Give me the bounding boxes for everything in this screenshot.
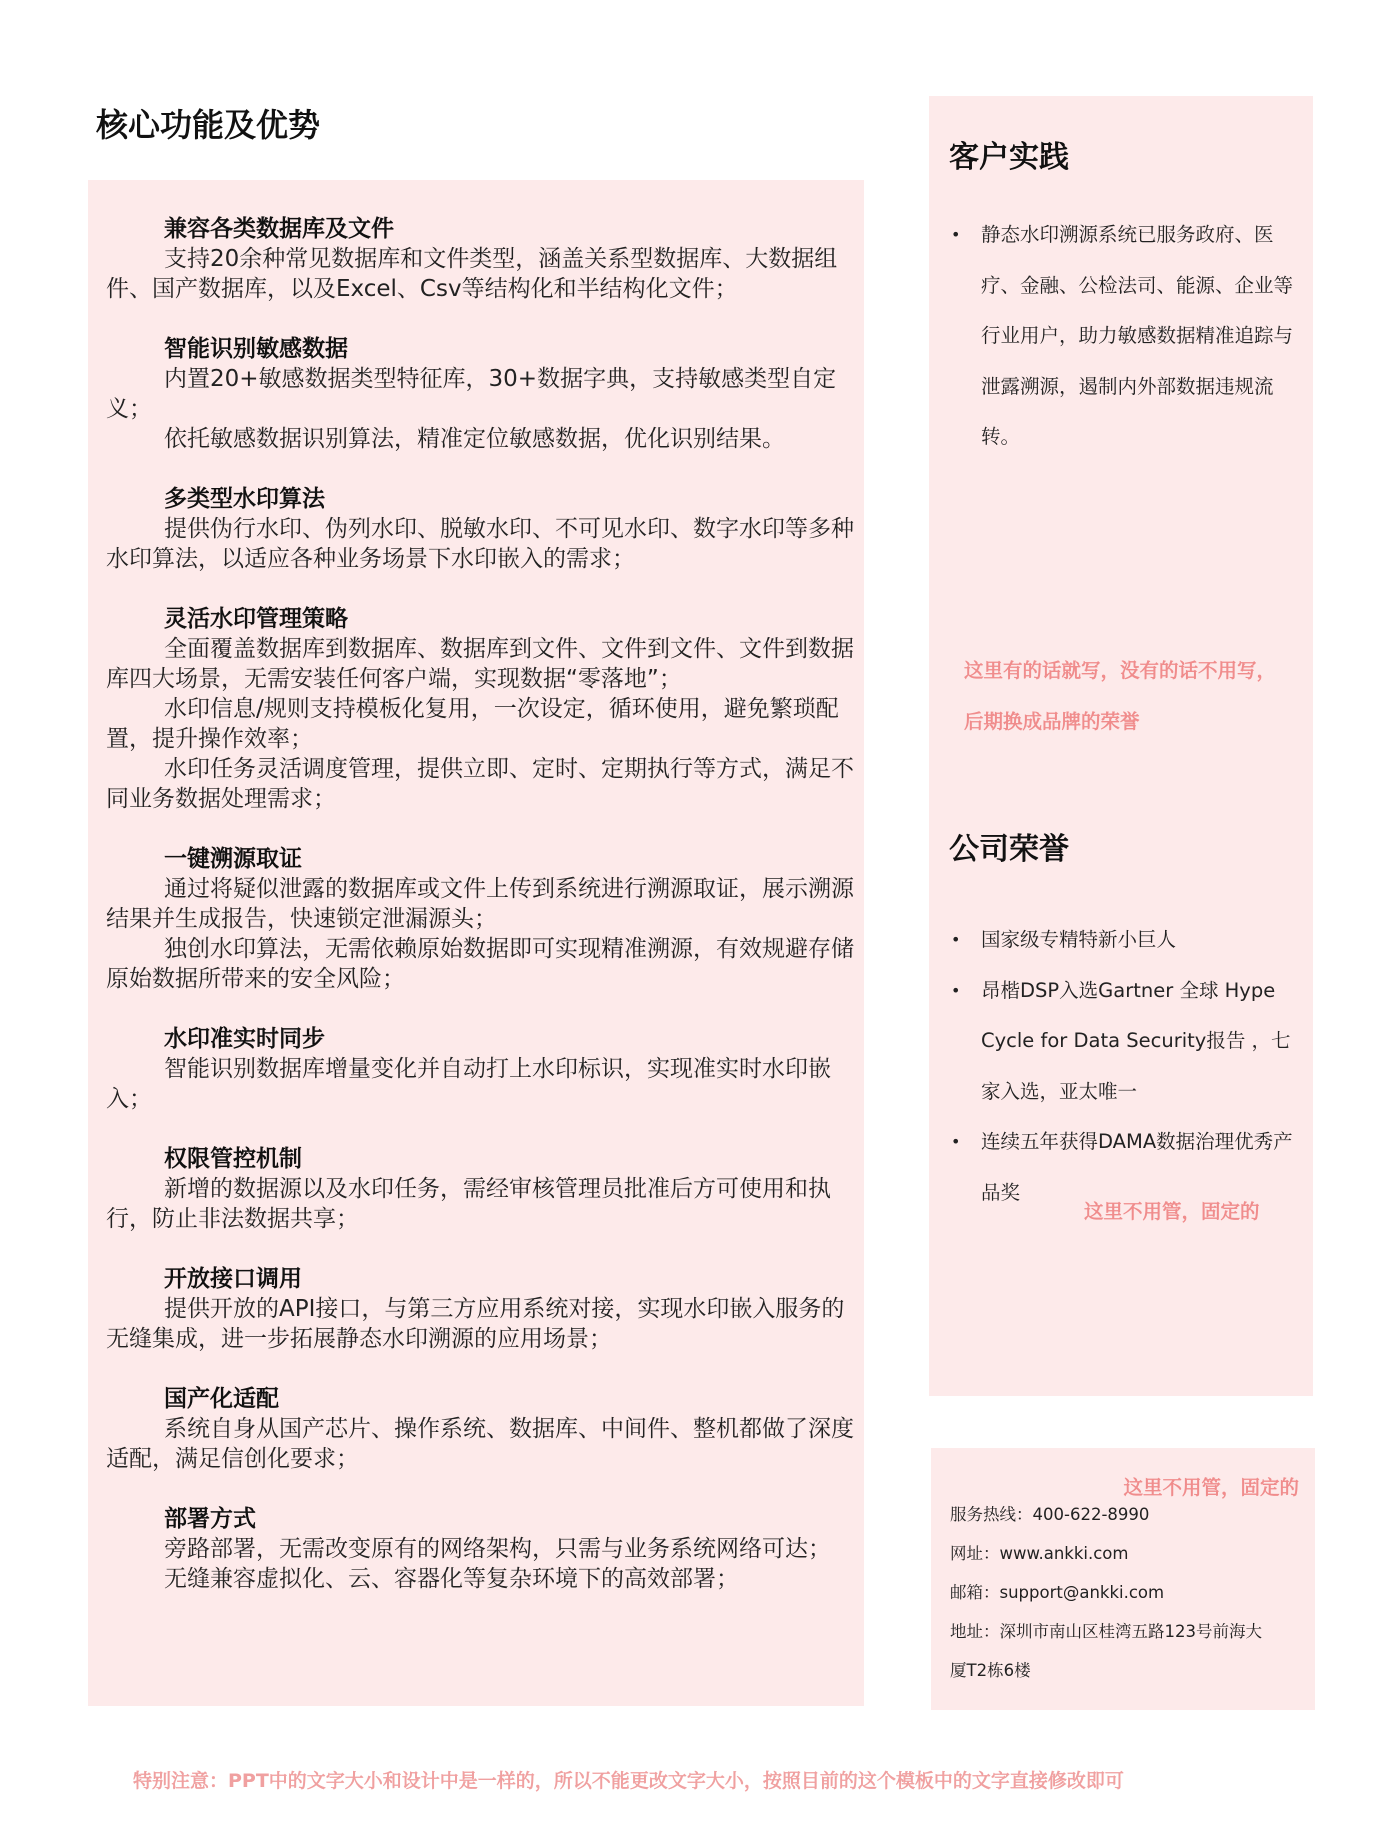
feature-title: 水印准实时同步 bbox=[164, 1026, 325, 1052]
feature-section bbox=[106, 1384, 856, 1474]
feature-text: 无缝兼容虚拟化、云、容器化等复杂环境下的高效部署； bbox=[164, 1566, 739, 1592]
feature-text: 水印任务灵活调度管理，提供立即、定时、定期执行等方式，满足不同业务数据处理需求； bbox=[106, 756, 854, 812]
feature-title: 灵活水印管理策略 bbox=[164, 606, 348, 632]
email-text: 邮箱：support@ankki.com bbox=[950, 1583, 1165, 1602]
feature-title: 部署方式 bbox=[164, 1506, 256, 1532]
contact-note: 这里不用管，固定的 bbox=[1123, 1476, 1299, 1499]
feature-text: 系统自身从国产芯片、操作系统、数据库、中间件、整机都做了深度适配，满足信创化要求； bbox=[106, 1416, 854, 1472]
feature-text: 提供开放的API接口，与第三方应用系统对接，实现水印嵌入服务的无缝集成，进一步拓展静态水印溯源的应用场景； bbox=[106, 1296, 845, 1352]
honor-text: 国家级专精特新小巨人 bbox=[981, 928, 1177, 951]
feature-section bbox=[106, 1144, 856, 1234]
list-item bbox=[949, 966, 1299, 1118]
sidebar-panel bbox=[929, 96, 1313, 1396]
practice-title: 客户实践 bbox=[949, 140, 1069, 175]
feature-text: 旁路部署，无需改变原有的网络架构，只需与业务系统网络可达； bbox=[164, 1536, 831, 1562]
feature-section bbox=[106, 1024, 856, 1114]
feature-text: 内置20+敏感数据类型特征库，30+数据字典，支持敏感类型自定义； bbox=[106, 366, 837, 422]
features-panel bbox=[88, 180, 864, 1706]
feature-text: 独创水印算法，无需依赖原始数据即可实现精准溯源，有效规避存储原始数据所带来的安全风险； bbox=[106, 936, 854, 992]
bullet-icon: • bbox=[951, 930, 961, 949]
feature-title: 开放接口调用 bbox=[164, 1266, 302, 1292]
practice-note: 这里有的话就写，没有的话不用写，后期换成品牌的荣誉 bbox=[964, 659, 1277, 733]
bullet-icon: • bbox=[951, 225, 961, 244]
website-text: 网址：www.ankki.com bbox=[950, 1544, 1129, 1563]
honor-title: 公司荣誉 bbox=[949, 832, 1069, 867]
feature-text: 新增的数据源以及水印任务，需经审核管理员批准后方可使用和执行，防止非法数据共享； bbox=[106, 1176, 831, 1232]
feature-section bbox=[106, 214, 856, 304]
feature-title: 权限管控机制 bbox=[164, 1146, 302, 1172]
feature-title: 多类型水印算法 bbox=[164, 486, 325, 512]
honor-note: 这里不用管，固定的 bbox=[1084, 1200, 1260, 1223]
feature-title: 兼容各类数据库及文件 bbox=[164, 216, 394, 242]
feature-title: 一键溯源取证 bbox=[164, 846, 302, 872]
feature-section bbox=[106, 1504, 856, 1594]
practice-list bbox=[949, 210, 1299, 463]
address-text: 地址：深圳市南山区桂湾五路123号前海大 bbox=[950, 1622, 1262, 1641]
honor-list bbox=[949, 915, 1299, 1218]
list-item bbox=[949, 210, 1299, 463]
feature-section bbox=[106, 1264, 856, 1354]
honor-text: 昂楷DSP入选Gartner 全球 Hype Cycle for Data Security报告 ，七家入选，亚太唯一 bbox=[981, 978, 1291, 1103]
list-item bbox=[949, 915, 1299, 966]
page-title: 核心功能及优势 bbox=[96, 106, 321, 144]
practice-text: 静态水印溯源系统已服务政府、医疗、金融、公检法司、能源、企业等行业用户，助力敏感数据精准追踪与泄露溯源，遏制内外部数据违规流转。 bbox=[981, 223, 1294, 448]
feature-title: 智能识别敏感数据 bbox=[164, 336, 348, 362]
bullet-icon: • bbox=[951, 1132, 961, 1151]
feature-text: 支持20余种常见数据库和文件类型，涵盖关系型数据库、大数据组件、国产数据库，以及Excel、Csv等结构化和半结构化文件； bbox=[106, 246, 838, 302]
feature-title: 国产化适配 bbox=[164, 1386, 279, 1412]
address-text-2: 厦T2栋6楼 bbox=[950, 1661, 1031, 1680]
feature-section bbox=[106, 604, 856, 814]
feature-text: 提供伪行水印、伪列水印、脱敏水印、不可见水印、数字水印等多种水印算法，以适应各种业务场景下水印嵌入的需求； bbox=[106, 516, 854, 572]
bullet-icon: • bbox=[951, 980, 961, 1000]
feature-text: 全面覆盖数据库到数据库、数据库到文件、文件到文件、文件到数据库四大场景，无需安装任何客户端，实现数据“零落地”； bbox=[106, 636, 854, 692]
feature-text: 智能识别数据库增量变化并自动打上水印标识，实现准实时水印嵌入； bbox=[106, 1056, 831, 1112]
hotline-text: 服务热线：400-622-8990 bbox=[950, 1505, 1150, 1524]
contact-panel bbox=[931, 1448, 1315, 1710]
feature-text: 通过将疑似泄露的数据库或文件上传到系统进行溯源取证，展示溯源结果并生成报告，快速锁定泄漏源头； bbox=[106, 876, 854, 932]
feature-section bbox=[106, 844, 856, 994]
honor-text: 连续五年获得DAMA数据治理优秀产品奖 bbox=[981, 1130, 1293, 1204]
feature-section bbox=[106, 334, 856, 454]
feature-text: 依托敏感数据识别算法，精准定位敏感数据，优化识别结果。 bbox=[164, 426, 785, 452]
footer-note: 特别注意：PPT中的文字大小和设计中是一样的，所以不能更改文字大小，按照目前的这个模板中的文字直接修改即可 bbox=[133, 1770, 1124, 1792]
feature-section bbox=[106, 484, 856, 574]
feature-text: 水印信息/规则支持模板化复用，一次设定，循环使用，避免繁琐配置，提升操作效率； bbox=[106, 696, 839, 752]
